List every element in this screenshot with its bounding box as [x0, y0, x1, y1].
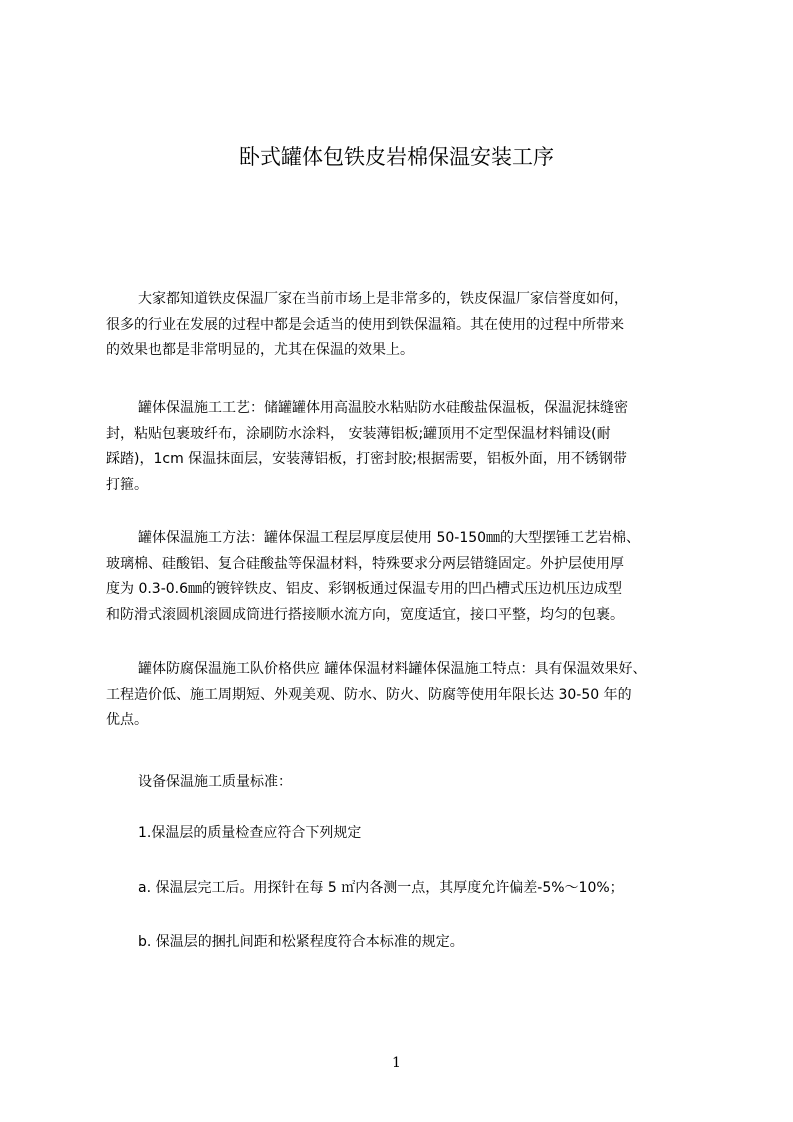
document-title: 卧式罐体包铁皮岩棉保温安装工序 [239, 145, 554, 169]
quality-standard-heading: 设备保温施工质量标准： [138, 774, 292, 790]
text-line: 和防滑式滚圆机滚圆成筒进行搭接顺水流方向，宽度适宜，接口平整，均匀的包裹。 [106, 606, 624, 623]
text-line: 罐体防腐保温施工队价格供应 罐体保温材料罐体保温施工特点：具有保温效果好、 [138, 661, 647, 677]
text-line: 工程造价低、施工周期短、外观美观、防水、防火、防腐等使用年限长达 30-50 年的 [106, 686, 632, 703]
text-line: 大家都知道铁皮保温厂家在当前市场上是非常多的，铁皮保温厂家信誉度如何， [138, 291, 628, 307]
quality-rule-b: b. 保温层的捆扎间距和松紧程度符合本标准的规定。 [138, 934, 464, 950]
text-line: 度为 0.3-0.6㎜的镀锌铁皮、铝皮、彩钢板通过保温专用的凹凸槽式压边机压边成型 [106, 581, 623, 597]
text-line: 优点。 [106, 712, 148, 728]
text-line: 打箍。 [106, 476, 148, 493]
paragraph-process [106, 396, 704, 498]
quality-rule-1: 1.保温层的质量检查应符合下列规定 [138, 825, 362, 841]
text-line: 的效果也都是非常明显的，尤其在保温的效果上。 [106, 342, 414, 358]
paragraph-method [106, 526, 704, 628]
text-line: 很多的行业在发展的过程中都是会适当的使用到铁保温箱。其在使用的过程中所带来 [106, 316, 624, 333]
text-line: 踩踏)，1cm 保温抹面层，安装薄铝板，打密封胶;根据需要，铝板外面，用不锈钢带 [106, 451, 627, 467]
page-number: 1 [392, 1055, 401, 1071]
paragraph-intro [106, 287, 704, 364]
text-line: 罐体保温施工工艺：储罐罐体用高温胶水粘贴防水硅酸盐保温板，保温泥抹缝密 [138, 400, 628, 416]
quality-rule-a: a. 保温层完工后。用探针在每 5 ㎡内各测一点，其厚度允许偏差-5%～10%； [138, 880, 624, 896]
text-line: 封，粘贴包裹玻纤布，涂刷防水涂料， 安装薄铝板;罐顶用不定型保温材料铺设(耐 [106, 425, 611, 442]
paragraph-features [106, 657, 704, 734]
text-line: 罐体保温施工方法：罐体保温工程层厚度层使用 50-150㎜的大型摆锤工艺岩棉、 [138, 530, 641, 546]
text-line: 玻璃棉、硅酸铝、复合硅酸盐等保温材料，特殊要求分两层错缝固定。外护层使用厚 [106, 555, 624, 572]
